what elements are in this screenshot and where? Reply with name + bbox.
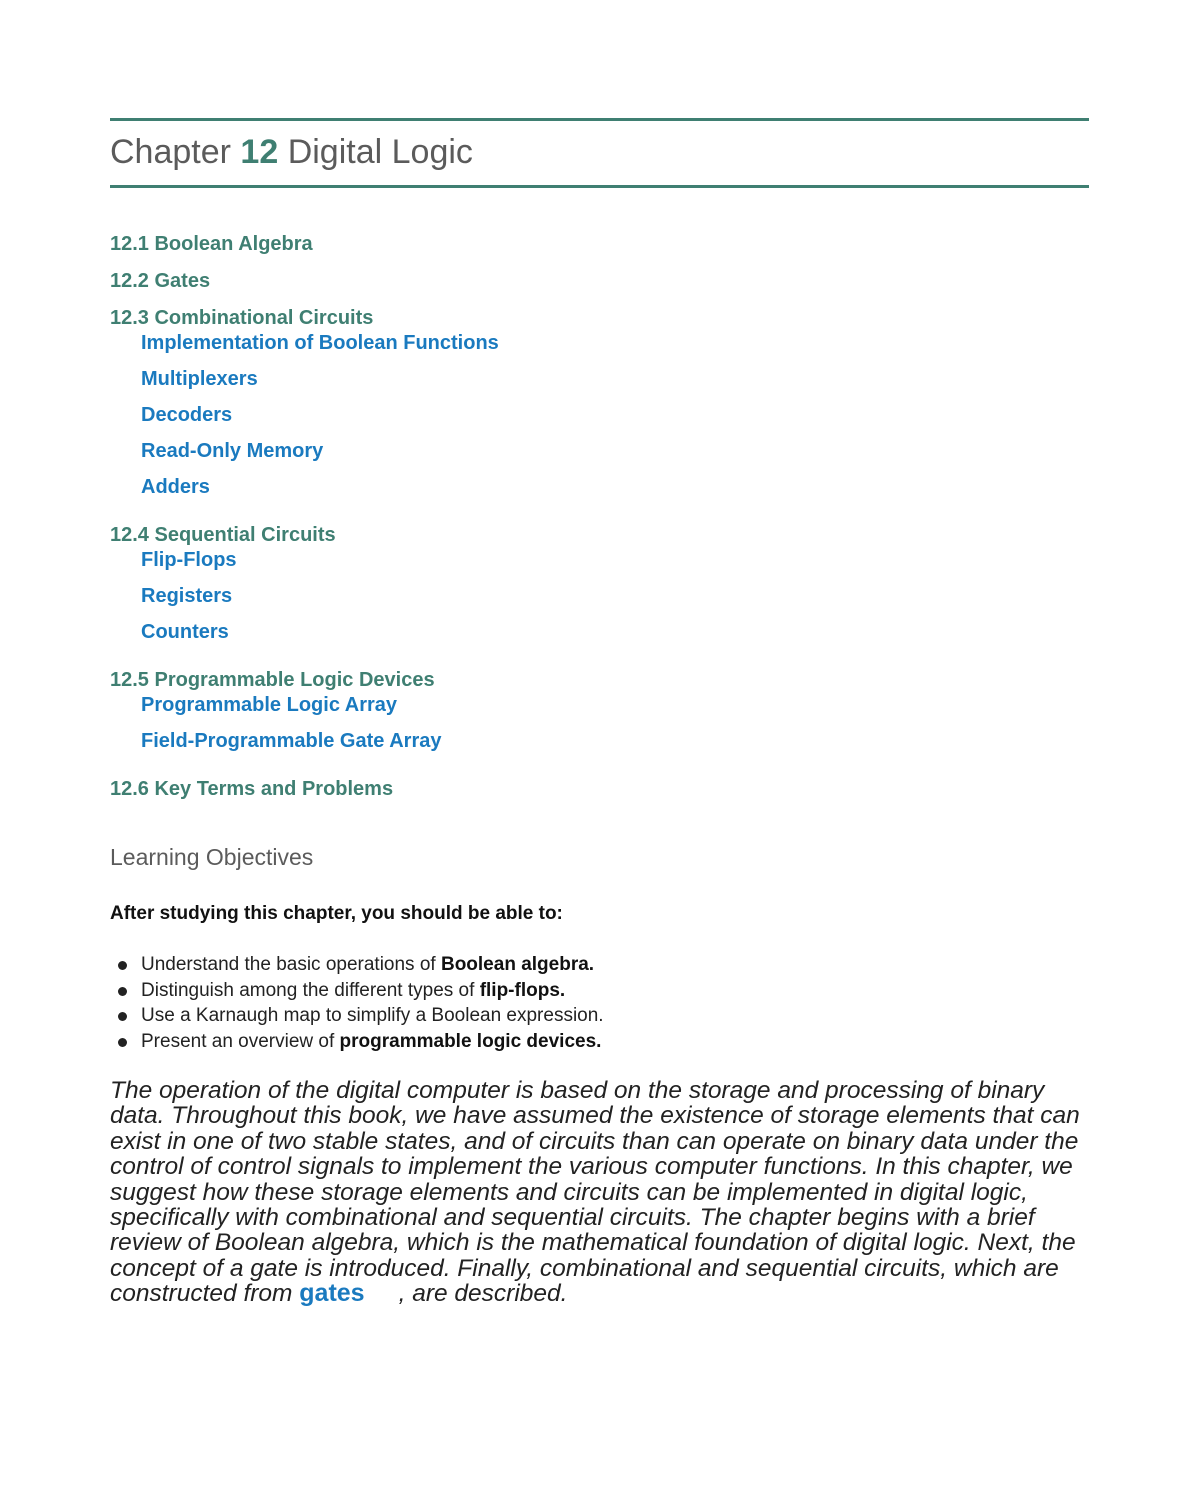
objective-item <box>110 1003 604 1029</box>
toc-group <box>110 668 1010 753</box>
toc-subsection-link[interactable]: Read-Only Memory <box>141 440 324 462</box>
toc-subsection-link[interactable]: Registers <box>141 585 233 607</box>
toc-group <box>110 306 1010 499</box>
objective-item <box>110 952 604 978</box>
toc-subsection-link[interactable]: Decoders <box>141 404 233 426</box>
objectives-list <box>110 952 604 1054</box>
intro-text: The operation of the digital computer is based on the storage and processing of binary data. Throughout this book, we have assumed the existence of storage elements that can exist in one of two stable states, and of circuits than can operate on binary data under the control of control signals to implement the various computer functions. In this chapter, we suggest how these storage elements and circuits can be implemented in digital logic, specifically with combinational and sequential circuits. The chapter begins with a brief review of Boolean algebra, which is the mathematical foundation of digital logic. Next, the concept of a gate is introduced. Finally, combinational and sequential circuits, which are constructed from <box>110 1077 1080 1308</box>
toc-section-link[interactable]: 12.3 Combinational Circuits <box>110 307 374 329</box>
bottom-rule <box>110 185 1089 188</box>
toc-subsections <box>110 693 1010 753</box>
chapter-title <box>110 133 473 172</box>
chapter-prefix: Chapter <box>110 133 231 171</box>
objective-bold-term: flip-flops. <box>479 979 566 1001</box>
intro-tail: , are described. <box>398 1280 568 1308</box>
toc-section-link[interactable]: 12.5 Programmable Logic Devices <box>110 669 435 691</box>
toc-subsection-link[interactable]: Field-Programmable Gate Array <box>141 730 442 752</box>
chapter-number: 12 <box>240 133 279 171</box>
toc-section-link[interactable]: 12.6 Key Terms and Problems <box>110 778 394 800</box>
objective-item <box>110 1029 604 1055</box>
bullet-icon <box>118 987 127 996</box>
objective-item <box>110 978 604 1004</box>
bullet-icon <box>118 1038 127 1047</box>
objective-text: Present an overview of <box>141 1030 340 1052</box>
table-of-contents <box>110 232 1010 814</box>
toc-subsections <box>110 331 1010 499</box>
objective-bold-term: programmable logic devices. <box>339 1030 602 1052</box>
learning-objectives-intro: After studying this chapter, you should be able to: <box>110 903 563 924</box>
intro-paragraph <box>110 1078 1100 1307</box>
toc-group <box>110 232 1010 256</box>
toc-group <box>110 777 1010 801</box>
toc-subsection-link[interactable]: Multiplexers <box>141 368 258 390</box>
toc-section-link[interactable]: 12.2 Gates <box>110 270 211 292</box>
toc-subsection-link[interactable]: Flip-Flops <box>141 549 237 571</box>
toc-subsection-link[interactable]: Adders <box>141 476 210 498</box>
toc-section-link[interactable]: 12.4 Sequential Circuits <box>110 524 336 546</box>
learning-objectives-heading: Learning Objectives <box>110 844 314 870</box>
objective-text: Distinguish among the different types of <box>141 979 480 1001</box>
objective-text: Understand the basic operations of <box>141 954 441 975</box>
bullet-icon <box>118 961 127 970</box>
toc-group <box>110 523 1010 644</box>
toc-group <box>110 269 1010 293</box>
top-rule <box>110 118 1089 121</box>
bullet-icon <box>118 1012 127 1021</box>
objective-bold-term: Boolean algebra. <box>440 954 595 975</box>
toc-section-link[interactable]: 12.1 Boolean Algebra <box>110 233 313 255</box>
chapter-name: Digital Logic <box>287 133 473 171</box>
toc-subsection-link[interactable]: Implementation of Boolean Functions <box>141 332 499 354</box>
toc-subsections <box>110 548 1010 644</box>
toc-subsection-link[interactable]: Counters <box>141 621 229 643</box>
toc-subsection-link[interactable]: Programmable Logic Array <box>141 694 398 716</box>
gates-link[interactable]: gates <box>299 1279 365 1308</box>
objective-text: Use a Karnaugh map to simplify a Boolean expression. <box>141 1005 604 1026</box>
